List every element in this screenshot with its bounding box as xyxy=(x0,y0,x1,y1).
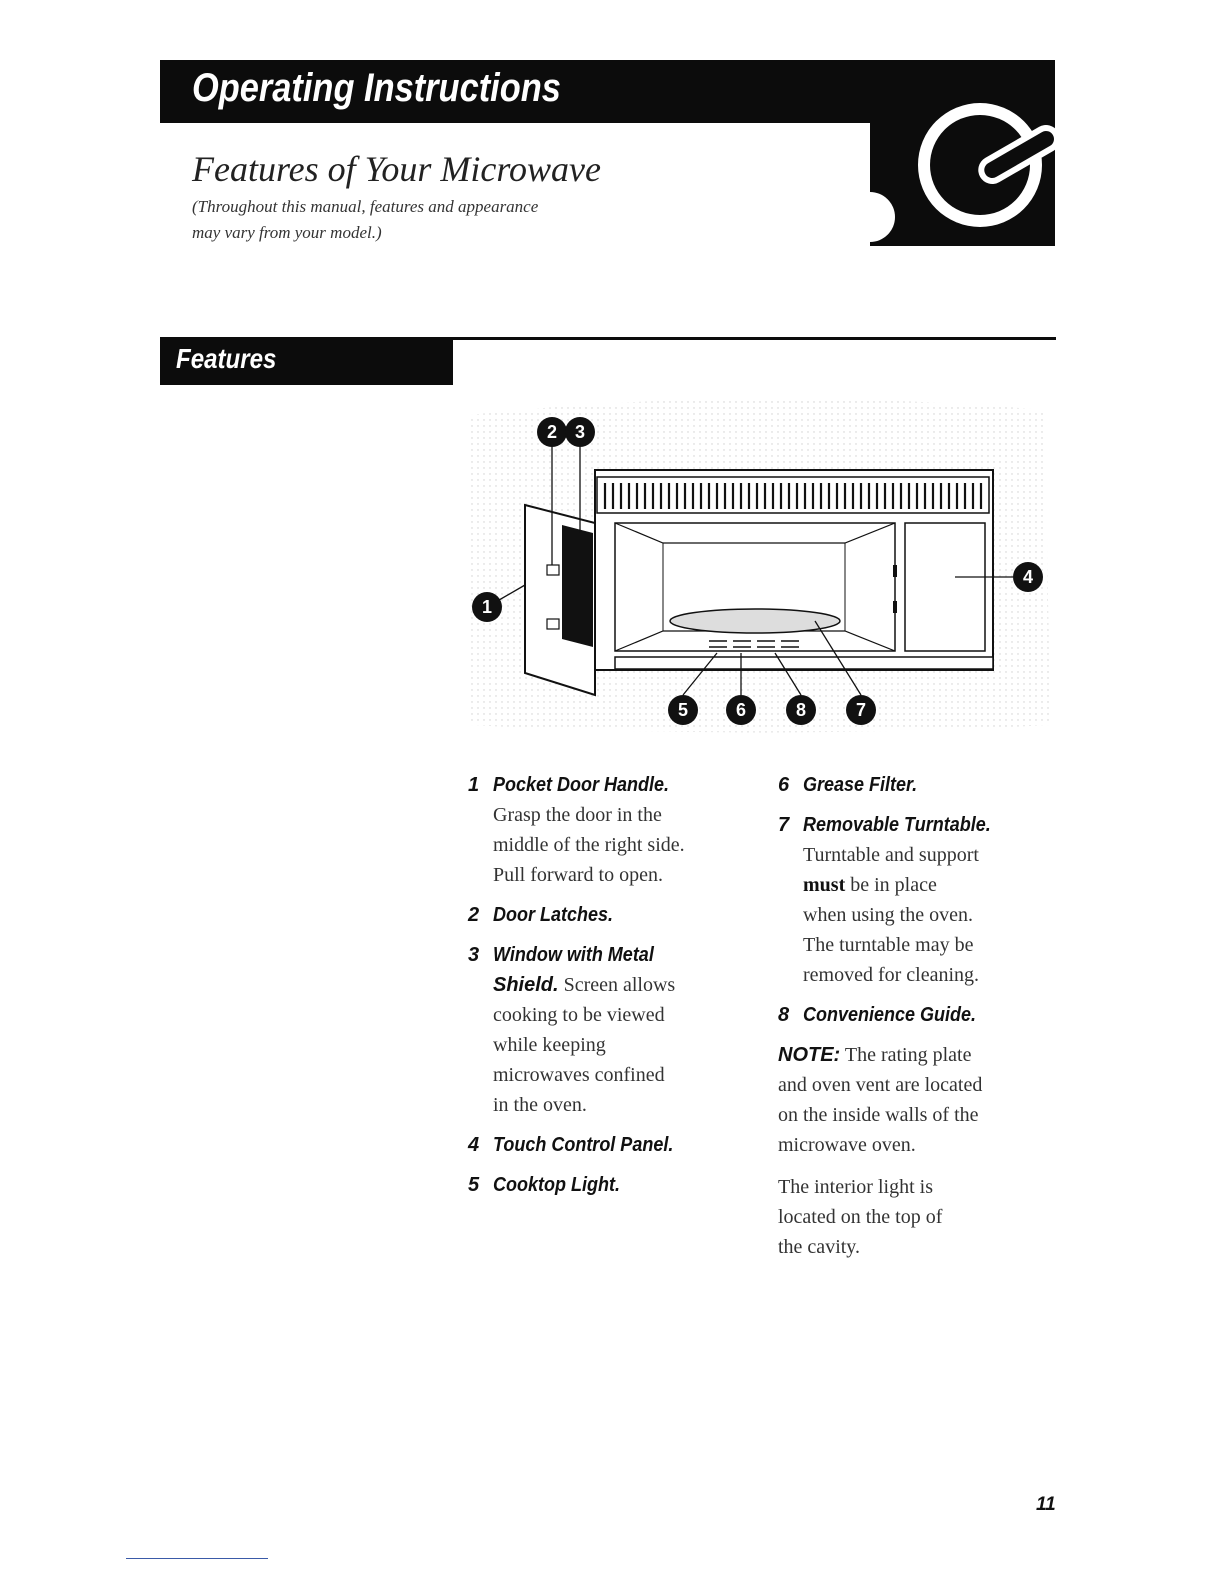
banner-title: Operating Instructions xyxy=(192,66,561,110)
emphasis-must: must xyxy=(803,874,846,896)
section-tab xyxy=(160,337,453,385)
feature-title-continued: Shield. xyxy=(493,974,559,996)
desc-inline: Screen allows xyxy=(563,974,676,996)
desc-line: removed for cleaning. xyxy=(803,964,980,986)
feature-desc xyxy=(493,970,748,1120)
callout-label: 8 xyxy=(795,700,807,720)
feature-number: 6 xyxy=(778,774,790,796)
note-label: NOTE: xyxy=(778,1044,841,1066)
feature-item xyxy=(468,1170,748,1200)
desc-line: when using the oven. xyxy=(803,904,973,926)
footer-rule xyxy=(126,1558,268,1559)
feature-title: Cooktop Light. xyxy=(493,1174,620,1196)
feature-title: Door Latches. xyxy=(493,904,614,926)
page-subnote xyxy=(192,194,692,246)
subnote-line: may vary from your model.) xyxy=(192,223,382,242)
feature-number: 1 xyxy=(468,774,480,796)
note-line: microwave oven. xyxy=(778,1134,916,1156)
feature-item xyxy=(778,810,1058,990)
callout-label: 2 xyxy=(546,422,558,442)
desc-line: while keeping xyxy=(493,1034,606,1056)
features-right-column xyxy=(778,770,1058,1262)
page-number: 11 xyxy=(1036,1494,1056,1515)
feature-item xyxy=(778,770,1058,800)
desc-line: Pull forward to open. xyxy=(493,864,663,886)
dial-icon xyxy=(870,60,1055,246)
callout-label: 3 xyxy=(574,422,586,442)
microwave-illustration xyxy=(465,395,1055,735)
note-line: on the inside walls of the xyxy=(778,1104,979,1126)
feature-number: 7 xyxy=(778,814,790,836)
section-rule xyxy=(452,337,1056,340)
callout-label: 7 xyxy=(855,700,867,720)
note-block xyxy=(778,1040,1058,1160)
feature-item xyxy=(468,770,748,890)
desc-inline: be in place xyxy=(850,874,937,896)
feature-title: Grease Filter. xyxy=(803,774,918,796)
feature-number: 2 xyxy=(468,904,480,926)
desc-line: cooking to be viewed xyxy=(493,1004,665,1026)
feature-number: 3 xyxy=(468,944,480,966)
desc-line: middle of the right side. xyxy=(493,834,685,856)
callout-label: 4 xyxy=(1022,567,1034,587)
callout-label: 1 xyxy=(481,597,493,617)
callout-label: 5 xyxy=(677,700,689,720)
callout-label: 6 xyxy=(735,700,747,720)
feature-item xyxy=(468,1130,748,1160)
feature-title: Window with Metal xyxy=(493,944,654,966)
feature-title: Removable Turntable. xyxy=(803,814,991,836)
feature-desc xyxy=(493,800,748,890)
desc-line: Grasp the door in the xyxy=(493,804,662,826)
feature-item xyxy=(468,940,748,1120)
page-subtitle: Features of Your Microwave xyxy=(192,149,601,189)
feature-desc xyxy=(803,840,1058,990)
feature-title: Pocket Door Handle. xyxy=(493,774,670,796)
section-title: Features xyxy=(176,343,277,374)
desc-line: Turntable and support xyxy=(803,844,979,866)
feature-item xyxy=(778,1000,1058,1030)
features-left-column xyxy=(468,770,748,1210)
feature-title: Convenience Guide. xyxy=(803,1004,977,1026)
desc-line: The turntable may be xyxy=(803,934,974,956)
note-line: and oven vent are located xyxy=(778,1074,983,1096)
desc-line: in the oven. xyxy=(493,1094,587,1116)
para-line: The interior light is xyxy=(778,1176,933,1198)
feature-title: Touch Control Panel. xyxy=(493,1134,674,1156)
para-line: located on the top of xyxy=(778,1206,943,1228)
feature-number: 4 xyxy=(468,1134,480,1156)
interior-light-note xyxy=(778,1172,1058,1262)
feature-item xyxy=(468,900,748,930)
desc-line: microwaves confined xyxy=(493,1064,665,1086)
feature-number: 5 xyxy=(468,1174,480,1196)
para-line: the cavity. xyxy=(778,1236,861,1258)
feature-number: 8 xyxy=(778,1004,790,1026)
note-text: The rating plate xyxy=(844,1044,972,1066)
subnote-line: (Throughout this manual, features and appearance xyxy=(192,197,539,216)
